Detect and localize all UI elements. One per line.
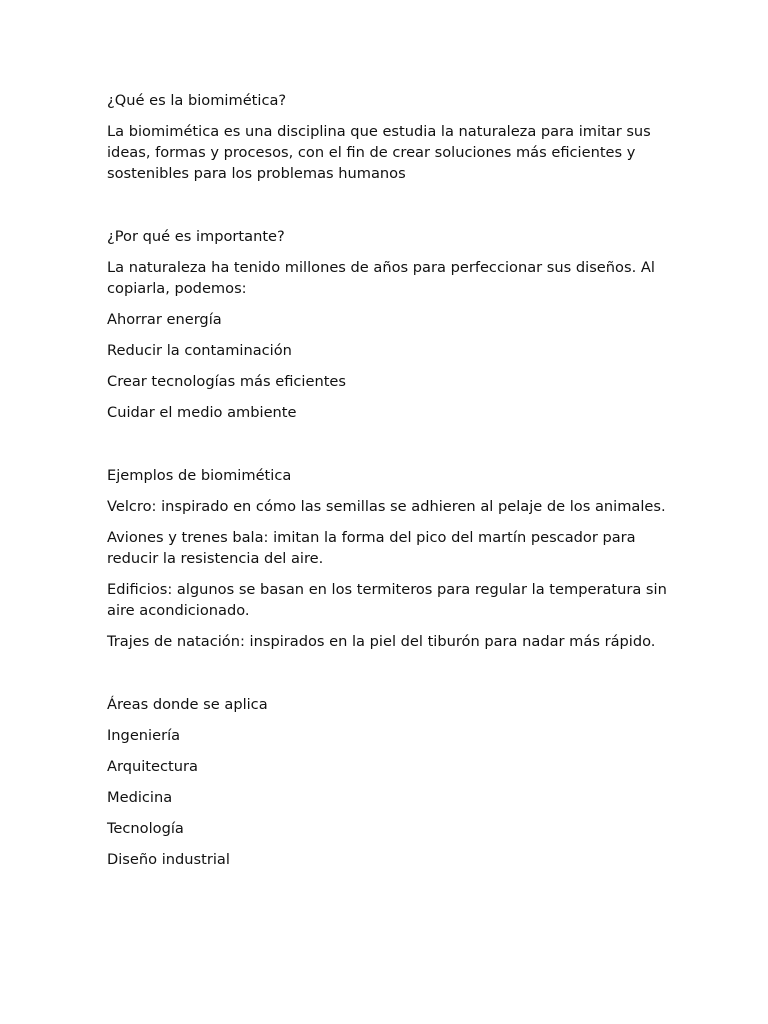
area-item: Diseño industrial xyxy=(107,851,230,868)
example-paragraph: Velcro: inspirado en cómo las semillas se adhieren al pelaje de los animales. xyxy=(107,498,666,515)
section-spacer xyxy=(107,433,667,465)
section-spacer xyxy=(107,194,667,226)
importance-paragraph: La naturaleza ha tenido millones de años para perfeccionar sus diseños. Al copiarla, podemos: xyxy=(107,259,655,297)
benefit-item: Ahorrar energía xyxy=(107,311,222,328)
area-item: Medicina xyxy=(107,789,173,806)
area-item: Ingeniería xyxy=(107,727,181,744)
section-heading-ejemplos: Ejemplos de biomimética xyxy=(107,467,292,484)
section-heading-que-es: ¿Qué es la biomimética? xyxy=(107,92,287,109)
example-paragraph: Aviones y trenes bala: imitan la forma del pico del martín pescador para reducir la resistencia del aire. xyxy=(107,529,636,567)
section-heading-areas: Áreas donde se aplica xyxy=(107,696,268,713)
document-page xyxy=(107,90,667,880)
area-item: Arquitectura xyxy=(107,758,198,775)
section-spacer xyxy=(107,662,667,694)
benefit-item: Crear tecnologías más eficientes xyxy=(107,373,347,390)
area-item: Tecnología xyxy=(107,820,184,837)
example-paragraph: Trajes de natación: inspirados en la piel del tiburón para nadar más rápido. xyxy=(107,633,656,650)
section-heading-importancia: ¿Por qué es importante? xyxy=(107,228,285,245)
definition-paragraph: La biomimética es una disciplina que estudia la naturaleza para imitar sus ideas, formas y procesos, con el fin de crear soluciones más eficientes y sostenibles para los problemas humanos xyxy=(107,123,651,182)
example-paragraph: Edificios: algunos se basan en los termiteros para regular la temperatura sin aire acondicionado. xyxy=(107,581,667,619)
benefit-item: Reducir la contaminación xyxy=(107,342,292,359)
benefit-item: Cuidar el medio ambiente xyxy=(107,404,297,421)
